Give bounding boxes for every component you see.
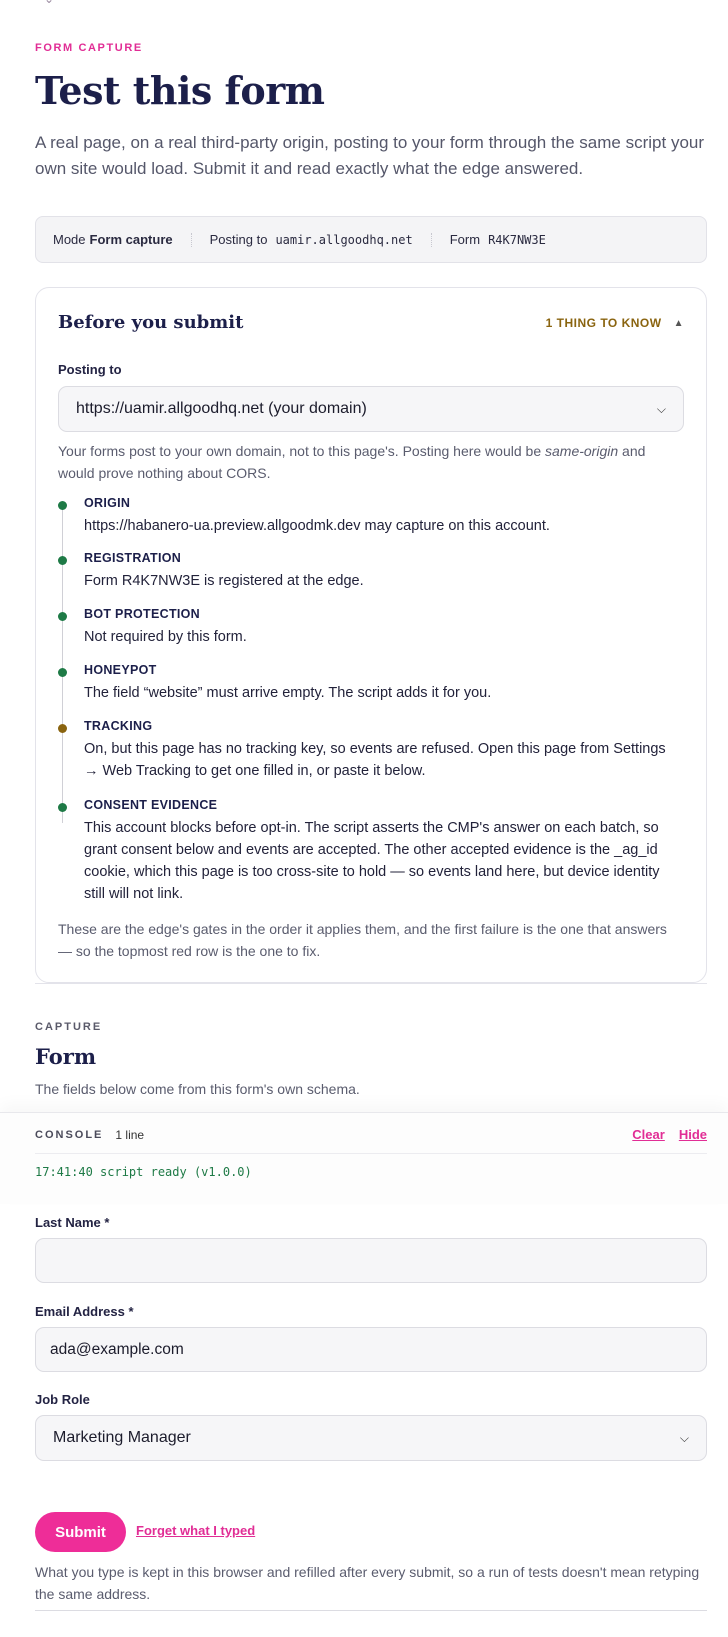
posting-label: Posting to (209, 232, 268, 247)
posting-value: uamir.allgoodhq.net (275, 232, 413, 247)
form-footnote: What you type is kept in this browser and refilled after every submit, so a run of tests doesn't mean retyping the same address. (35, 1564, 700, 1602)
page-lead: A real page, on a real third-party origin, posting to your form through the same script your own site would load. Submit it and read exactly what the edge answered. (35, 133, 705, 178)
divider (191, 233, 192, 247)
posting-to-value: https://uamir.allgoodhq.net (your domain) (76, 400, 367, 417)
status-dot-icon (58, 556, 67, 565)
collapse-caret-icon: ▲ (673, 317, 684, 329)
posting-to-label: Posting to (58, 362, 122, 377)
capture-title: Form (35, 1044, 97, 1069)
panel-title: Before you submit (58, 312, 244, 333)
email-field[interactable] (35, 1327, 707, 1372)
console-panel (0, 1112, 728, 1204)
gate-title: BOT PROTECTION (84, 607, 201, 621)
email-label: Email Address * (35, 1304, 134, 1319)
divider (431, 233, 432, 247)
email-value: ada@example.com (50, 1340, 184, 1358)
gate-description: https://habanero-ua.preview.allgoodmk.dev may capture on this account. (84, 518, 550, 534)
console-actions (632, 1127, 707, 1142)
posting-note-text: Your forms post to your own domain, not to this page's. Posting here would be (58, 443, 545, 459)
form-id: R4K7NW3E (488, 232, 546, 247)
posting-note (58, 440, 684, 484)
job-role-select[interactable] (35, 1415, 707, 1461)
posting-segment (210, 232, 413, 247)
console-line-count: 1 line (115, 1127, 145, 1142)
page-eyebrow: FORM CAPTURE (35, 42, 143, 54)
chevron-down-icon: ⌵ (656, 401, 666, 416)
console-log-line: 17:41:40 script ready (v1.0.0) (35, 1165, 252, 1179)
posting-note-text: and would prove nothing about CORS. (58, 443, 646, 481)
mode-label: Mode (53, 232, 86, 247)
status-dot-icon (58, 501, 67, 510)
forget-typed-link[interactable]: Forget what I typed (136, 1523, 256, 1538)
gate-description: On, but this page has no tracking key, so events are refused. Open this page from Settings → Web Tracking to get one filled in, or paste it below. (84, 741, 666, 779)
last-name-label: Last Name * (35, 1215, 110, 1230)
gate-title: ORIGIN (84, 496, 131, 510)
chevron-down-icon: ⌵ (679, 1430, 689, 1445)
gate-description: Not required by this form. (84, 629, 247, 645)
page-title: Test this form (35, 68, 325, 113)
divider (35, 1153, 707, 1154)
things-to-know-label: 1 THING TO KNOW (545, 316, 662, 330)
things-to-know-toggle[interactable] (546, 316, 684, 330)
status-dot-icon (58, 803, 67, 812)
form-label: Form (449, 232, 481, 247)
mode-value: Form capture (89, 232, 173, 247)
mode-segment (53, 232, 173, 247)
gates-footnote: These are the edge's gates in the order it applies them, and the first failure is the one that answers — so the topmost red row is the one to fix. (58, 921, 667, 959)
gate-description: The field “website” must arrive empty. The script adds it for you. (84, 685, 492, 701)
capture-eyebrow: CAPTURE (35, 1021, 103, 1033)
chevron-down-icon (44, 0, 54, 6)
gate-description: Form R4K7NW3E is registered at the edge. (84, 573, 364, 589)
gate-title: REGISTRATION (84, 551, 182, 565)
form-segment (450, 232, 546, 247)
gate-description: This account blocks before opt-in. The script asserts the CMP's answer on each batch, so grant consent below and events are accepted. The other accepted evidence is the _ag_id cookie, which this page is too cross-site to hold — so events land here, but device identity still will not link. (84, 820, 660, 902)
posting-note-emphasis: same-origin (545, 443, 619, 459)
console-header (35, 1127, 707, 1142)
mode-bar (35, 216, 707, 263)
submit-button[interactable]: Submit (35, 1512, 126, 1552)
divider (35, 983, 707, 984)
clear-console-link[interactable]: Clear (632, 1127, 665, 1142)
gate-title: HONEYPOT (84, 663, 157, 677)
last-name-field[interactable] (35, 1238, 707, 1283)
status-dot-icon (58, 612, 67, 621)
divider (35, 1610, 707, 1611)
job-role-value: Marketing Manager (53, 1429, 191, 1446)
capture-subtitle: The fields below come from this form's own schema. (35, 1081, 360, 1097)
console-title: CONSOLE (35, 1128, 104, 1141)
before-you-submit-panel (35, 287, 707, 983)
job-role-label: Job Role (35, 1392, 90, 1407)
gate-title: TRACKING (84, 719, 153, 733)
gate-title: CONSENT EVIDENCE (84, 798, 218, 812)
status-dot-icon (58, 668, 67, 677)
warning-dot-icon (58, 724, 67, 733)
hide-console-link[interactable]: Hide (678, 1127, 707, 1142)
posting-to-select[interactable] (58, 386, 684, 432)
